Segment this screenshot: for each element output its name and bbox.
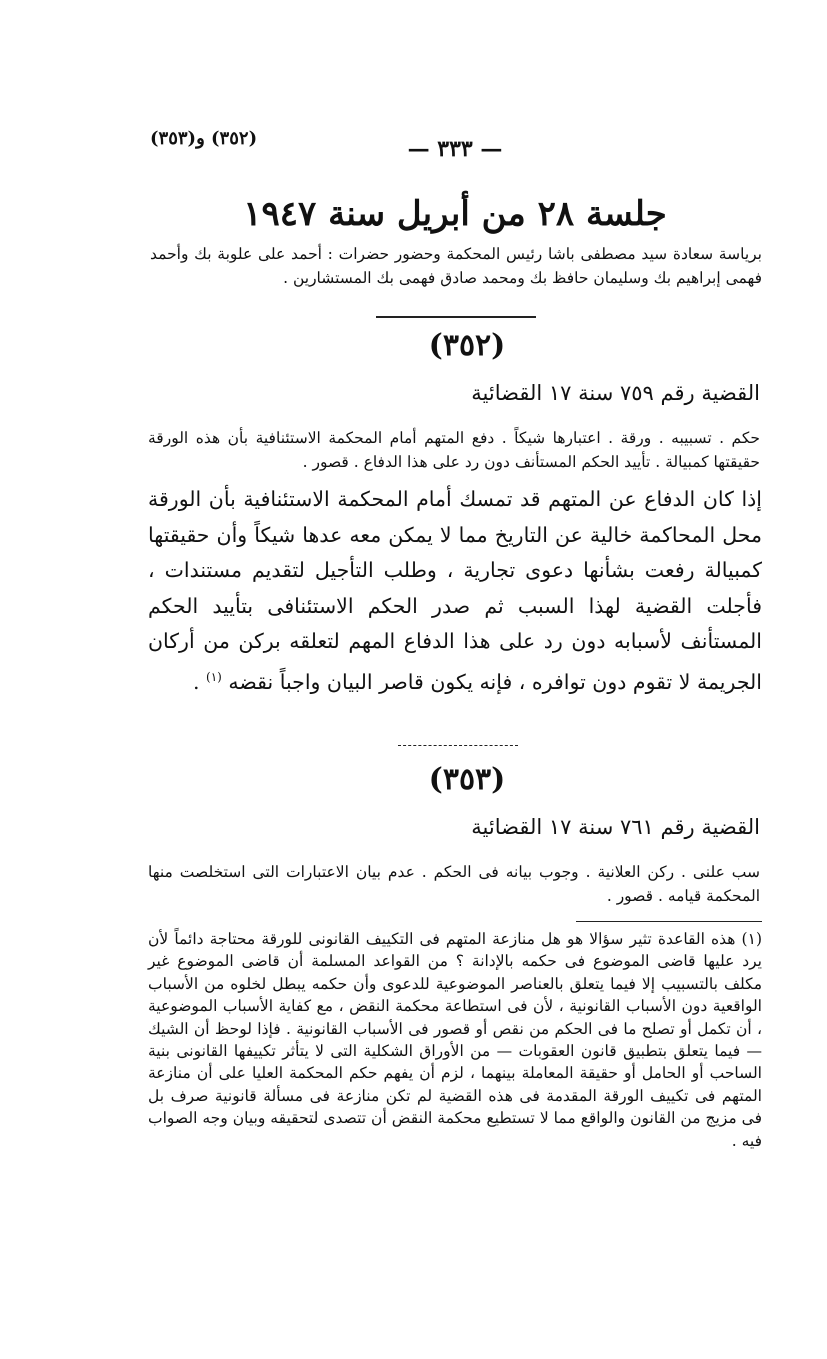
footnote-separator <box>576 921 762 922</box>
case-352-summary: حكم . تسبيبه . ورقة . اعتبارها شيكاً . دفع المتهم أمام المحكمة الاستئنافية بأن هذه الورقة حقيقتها كمبيالة . تأييد الحكم المستأنف دون رد على هذا الدفاع . قصور . <box>148 429 760 471</box>
footnote-marker: (١) <box>206 669 222 684</box>
case-352-body-text: إذا كان الدفاع عن المتهم قد تمسك أمام المحكمة الاستئنافية بأن الورقة محل المحاكمة خالية عن التاريخ مما لا يمكن معه عدها شيكاً وأن حقيقتها كمبيالة رفعت بشأنها دعوى تجارية ، وطلب التأجيل لتقديم مستندات ، فأجلت القضية لهذا السبب ثم صدر الحكم الاستئنافى بتأييد الحكم المستأنف لأسبابه دون رد على هذا الدفاع المهم لتعلقه بركن من أركان الجريمة لا تقوم دون توافره ، فإنه يكون قاصر البيان واجباً نقضه <box>148 487 762 694</box>
section-divider <box>376 316 536 318</box>
case-352-body <box>148 482 762 700</box>
case-353-number: (٣٥٣) <box>428 762 506 797</box>
running-header-cases: (٣٥٢) و(٣٥٣) <box>150 128 258 149</box>
case-352-body-end: . <box>192 669 200 694</box>
session-title: جلسة ٢٨ من أبريل سنة ١٩٤٧ <box>243 194 667 234</box>
footnote: (١) هذه القاعدة تثير سؤالا هو هل منازعة المتهم فى التكييف القانونى للورقة محتاجة دائماً لأن يرد عليها قاضى الموضوع فى حكمه بالإدانة ؟ من القواعد المسلمة أن قاضى الموضوع غير مكلف بالتسبيب إلا فيما يتعلق بالعناصر الموضوعية للدعوى وأن حكمه يبطل لخلوه من الأسباب الواقعية دون الأسباب القانونية ، لأن فى استطاعة محكمة النقض ، مع كفاية الأسباب الموضوعية ، أن تكمل أو تصلح ما فى الحكم من نقص أو قصور فى الأسباب القانونية . فإذا لوحظ أن الشيك — فيما يتعلق بتطبيق قانون العقوبات — من الأوراق الشكلية التى لا يتأثر تكييفها القانونى بنية الساحب أو الحامل أو حقيقة المعاملة بينهما ، لزم أن يفهم حكم المحكمة العليا على أن منازعة المتهم فى تكييف الورقة المقدمة فى هذه القضية لم تكن منازعة فى مسألة قانونية صرف بل فى مزيج من القانون والواقع مما لا تستطيع محكمة النقض أن تتصدى لتحقيقه وبيان وجه الصواب فيه . <box>148 930 762 1150</box>
page-number: — ٣٣٣ — <box>407 136 503 162</box>
case-353-reference: القضية رقم ٧٦١ سنة ١٧ القضائية <box>471 815 760 839</box>
section-divider <box>398 745 518 746</box>
case-353-summary: سب علنى . ركن العلانية . وجوب بيانه فى الحكم . عدم بيان الاعتبارات التى استخلصت منها المحكمة قيامه . قصور . <box>148 863 760 905</box>
presidency-text: برياسة سعادة سيد مصطفى باشا رئيس المحكمة وحضور حضرات : أحمد على علوبة بك وأحمد فهمى إبراهيم بك وسليمان حافظ بك ومحمد صادق فهمى بك المستشارين . <box>150 245 762 287</box>
case-352-reference: القضية رقم ٧٥٩ سنة ١٧ القضائية <box>471 381 760 405</box>
case-352-number: (٣٥٢) <box>428 328 506 363</box>
